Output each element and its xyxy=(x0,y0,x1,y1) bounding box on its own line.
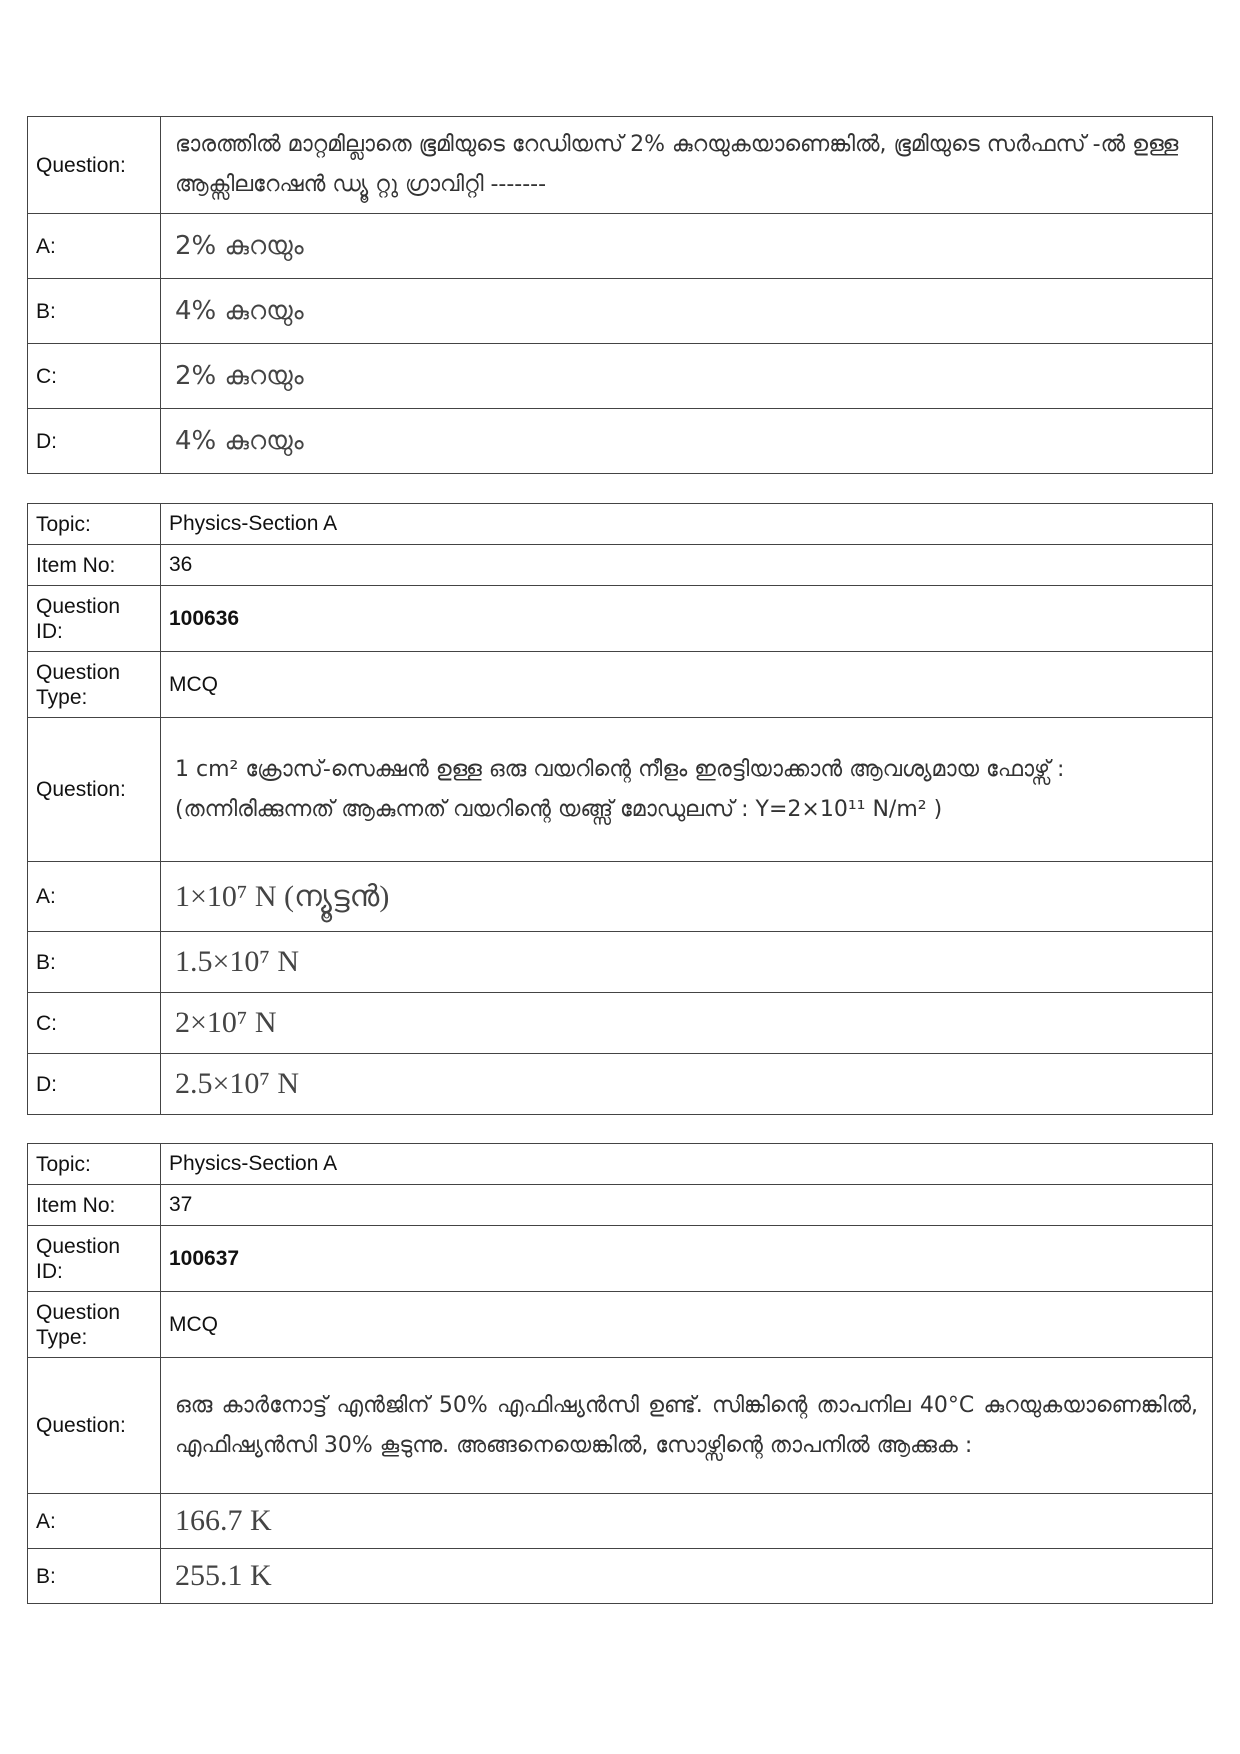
option-label: A: xyxy=(28,1494,161,1549)
option-row-c xyxy=(28,993,1213,1054)
question-type-value: MCQ xyxy=(161,652,1213,718)
question-table-2 xyxy=(27,503,1213,1115)
item-label: Item No: xyxy=(28,545,161,586)
question-type-row xyxy=(28,1292,1213,1358)
topic-row xyxy=(28,1144,1213,1185)
option-row-d xyxy=(28,1054,1213,1115)
option-row-a xyxy=(28,214,1213,279)
question-type-label: Question Type: xyxy=(28,1292,161,1358)
question-id-label: Question ID: xyxy=(28,586,161,652)
option-label: B: xyxy=(28,932,161,993)
question-type-label: Question Type: xyxy=(28,652,161,718)
option-text: 2.5×10⁷ N xyxy=(161,1054,1213,1115)
question-label: Question: xyxy=(28,1358,161,1494)
option-label: A: xyxy=(28,862,161,932)
option-label: A: xyxy=(28,214,161,279)
item-value: 37 xyxy=(161,1185,1213,1226)
question-type-row xyxy=(28,652,1213,718)
option-label: B: xyxy=(28,279,161,344)
option-text: 4% കുറയും xyxy=(161,279,1213,344)
item-row xyxy=(28,1185,1213,1226)
topic-value: Physics-Section A xyxy=(161,504,1213,545)
topic-label: Topic: xyxy=(28,1144,161,1185)
topic-value: Physics-Section A xyxy=(161,1144,1213,1185)
option-text: 166.7 K xyxy=(161,1494,1213,1549)
question-id-row xyxy=(28,1226,1213,1292)
item-row xyxy=(28,545,1213,586)
question-label: Question: xyxy=(28,718,161,862)
item-value: 36 xyxy=(161,545,1213,586)
question-row xyxy=(28,117,1213,214)
question-id-row xyxy=(28,586,1213,652)
option-row-b xyxy=(28,932,1213,993)
question-table-1 xyxy=(27,116,1213,474)
question-text-line-2: (തന്നിരിക്കുന്നത് ആകുന്നത് വയറിന്റെ യങ്ങ്സ് മോഡുലസ് : Y=2×10¹¹ N/m² ) xyxy=(175,796,943,822)
option-row-d xyxy=(28,409,1213,474)
option-label: B: xyxy=(28,1549,161,1604)
option-text: 1×10⁷ N (ന്യൂട്ടൻ) xyxy=(161,862,1213,932)
option-label: D: xyxy=(28,1054,161,1115)
option-text: 2×10⁷ N xyxy=(161,993,1213,1054)
question-id-label: Question ID: xyxy=(28,1226,161,1292)
question-text-line-1: 1 cm² ക്രോസ്-സെക്ഷൻ ഉള്ള ഒരു വയറിന്റെ നീളം ഇരട്ടിയാക്കാൻ ആവശ്യമായ ഫോഴ്സ് : xyxy=(175,756,1065,782)
option-row-b xyxy=(28,279,1213,344)
option-text: 2% കുറയും xyxy=(161,344,1213,409)
option-row-a xyxy=(28,1494,1213,1549)
question-text: ഭാരത്തിൽ മാറ്റമില്ലാതെ ഭൂമിയുടെ റേഡിയസ് 2% കുറയുകയാണെങ്കിൽ, ഭൂമിയുടെ സർഫസ് -ൽ ഉള്ള ആക്സിലറേഷൻ ഡ്യൂ റ്റു ഗ്രാവിറ്റി ------- xyxy=(161,117,1213,214)
option-row-c xyxy=(28,344,1213,409)
topic-label: Topic: xyxy=(28,504,161,545)
question-id-value: 100636 xyxy=(161,586,1213,652)
option-row-b xyxy=(28,1549,1213,1604)
option-text: 255.1 K xyxy=(161,1549,1213,1604)
question-text: ഒരു കാർനോട്ട് എൻജിന് 50% എഫിഷ്യൻസി ഉണ്ട്. സിങ്കിന്റെ താപനില 40°C കുറയുകയാണെങ്കിൽ, എഫിഷ്യൻസി 30% കൂടുന്നു. അങ്ങനെയെങ്കിൽ, സോഴ്സിന്റെ താപനിൽ ആക്കുക : xyxy=(161,1358,1213,1494)
option-text: 2% കുറയും xyxy=(161,214,1213,279)
question-type-value: MCQ xyxy=(161,1292,1213,1358)
option-text: 1.5×10⁷ N xyxy=(161,932,1213,993)
option-label: C: xyxy=(28,344,161,409)
question-id-value: 100637 xyxy=(161,1226,1213,1292)
topic-row xyxy=(28,504,1213,545)
option-label: D: xyxy=(28,409,161,474)
item-label: Item No: xyxy=(28,1185,161,1226)
option-row-a xyxy=(28,862,1213,932)
question-table-3 xyxy=(27,1143,1213,1604)
question-row xyxy=(28,718,1213,862)
option-text: 4% കുറയും xyxy=(161,409,1213,474)
question-label: Question: xyxy=(28,117,161,214)
option-label: C: xyxy=(28,993,161,1054)
question-row xyxy=(28,1358,1213,1494)
